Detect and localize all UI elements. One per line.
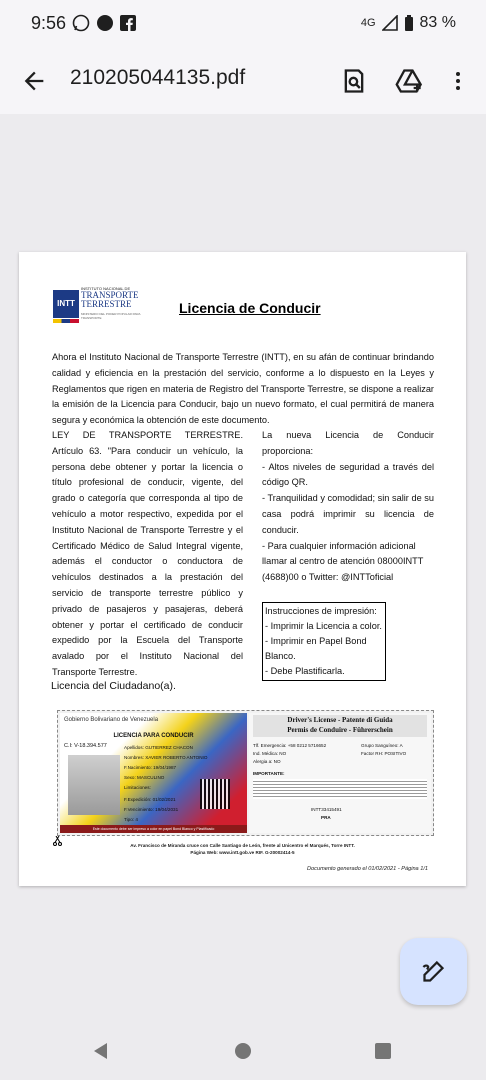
- whatsapp-icon: [72, 14, 90, 32]
- license-card: [57, 710, 434, 836]
- holder-photo: [68, 755, 120, 815]
- nav-home-icon[interactable]: [234, 1042, 252, 1060]
- generated-note: Documento generado el 01/02/2021 - Página 1/1: [307, 866, 428, 872]
- benefits-column: La nueva Licencia de Conducir proporciona: - Altos niveles de seguridad a través del código QR. - Tranquilidad y comodidad; sin salir de su casa podrá imprimir su licencia de conducir. - Para cualquier información adicional llamar al centro de atención 08000INTT (4688)00 o Twitter: @INTToficial: [262, 430, 434, 583]
- facebook-icon: [120, 15, 136, 31]
- battery-level: 83 %: [419, 14, 456, 31]
- status-bar: [0, 0, 486, 48]
- intt-logo: INTT INSTITUTO NACIONAL DE TRANSPORTE TERRESTRE MINISTERIO DEL PODER POPULAR PARA TRANSPORTE: [53, 286, 148, 326]
- more-vert-icon[interactable]: [448, 67, 468, 95]
- app-bar: [0, 48, 486, 114]
- nav-recents-icon[interactable]: [374, 1042, 392, 1060]
- license-back: Driver's License - Patente di Guida Permis de Conduire - Führerschein Tlf. Emergencia: +58 0212 5716652 Grupo Sanguíneo: A Ind. Médica: NO Factor RH: POSITIVO Alergia a: NO IMPORTANTE: INTT33415491 PRA: [249, 713, 431, 833]
- qr-code: [200, 779, 230, 809]
- print-instructions-box: Instrucciones de impresión: - Imprimir la Licencia a color. - Imprimir en Papel Bond Blanco. - Debe Plastificarla.: [262, 602, 386, 681]
- document-title: Licencia de Conducir: [179, 300, 321, 316]
- nav-back-icon[interactable]: [92, 1042, 110, 1060]
- pen-edit-icon: [420, 958, 447, 985]
- system-nav-bar: [0, 1022, 486, 1080]
- battery-icon: [404, 15, 414, 32]
- back-arrow-icon[interactable]: [20, 67, 48, 95]
- network-type: 4G: [360, 17, 376, 29]
- status-time: 9:56: [31, 13, 67, 33]
- fine-print: [253, 779, 427, 799]
- pdf-page[interactable]: [19, 252, 466, 886]
- intro-paragraph: Ahora el Instituto Nacional de Transporte Terrestre (INTT), en su afán de continuar brindando calidad y eficiencia en la prestación del servicio, conforme a lo dispuesto en la Leyes y Reglamentos que rigen en materia de Registro del Transporte Terrestre, se dispone a realizar la emisión de la Licencia para Conducir, bajo un nuevo formato, el cual permitirá de manera segura y económica la obtención de este documento.: [52, 352, 434, 426]
- notification-dot-icon: [96, 14, 114, 32]
- signal-icon: [382, 15, 398, 31]
- file-title: 210205044135.pdf: [70, 66, 246, 89]
- address: Av. Francisco de Miranda cruce con Calle Santiago de León, frente al Unicentro el Marqués, Torre INTT. Página Web: www.intt.gob.ve RIF. G-20002414-5: [130, 843, 355, 855]
- citizen-label: Licencia del Ciudadano(a).: [51, 680, 176, 692]
- drive-add-icon[interactable]: [395, 67, 423, 95]
- search-document-icon[interactable]: [340, 67, 368, 95]
- law-paragraph: LEY DE TRANSPORTE TERRESTRE. Artículo 63. "Para conducir un vehículo, la persona debe obtener y portar la licencia o título profesional de conducir, vigente, del grado o categoría que corresponda al tipo de vehículo a motor respectivo, expedida por el Instituto Nacional de Transporte Terrestre y el Certificado Médico de Salud Integral vigente, además el conductor o conductora de vehículos destinados a la prestación del servicio de transporte terrestre público y privado de pasajeros y pasajeras, deberá obtener y portar el certificado de conducir expedido por la Escuela del Transporte avalado por el Instituto Nacional del Transporte Terrestre.: [52, 430, 243, 677]
- license-front: Gobierno Bolivariano de Venezuela LICENCIA PARA CONDUCIR C.I: V-18.394.577 Apellidos: GUTIERREZ CHACON Nombres: XAVIER ROBERTO ANTONIO F.Nacimiento: 19/04/1987 Sexo: MASCULINO Limitaciones: F.Expedición: 01/02/2021 F.Vencimiento: 19/04/2031 Tipo: 4 Este documento debe ser impreso a color en papel Bond Blanco y Plastificado: [60, 713, 247, 833]
- annotate-fab[interactable]: [400, 938, 467, 1005]
